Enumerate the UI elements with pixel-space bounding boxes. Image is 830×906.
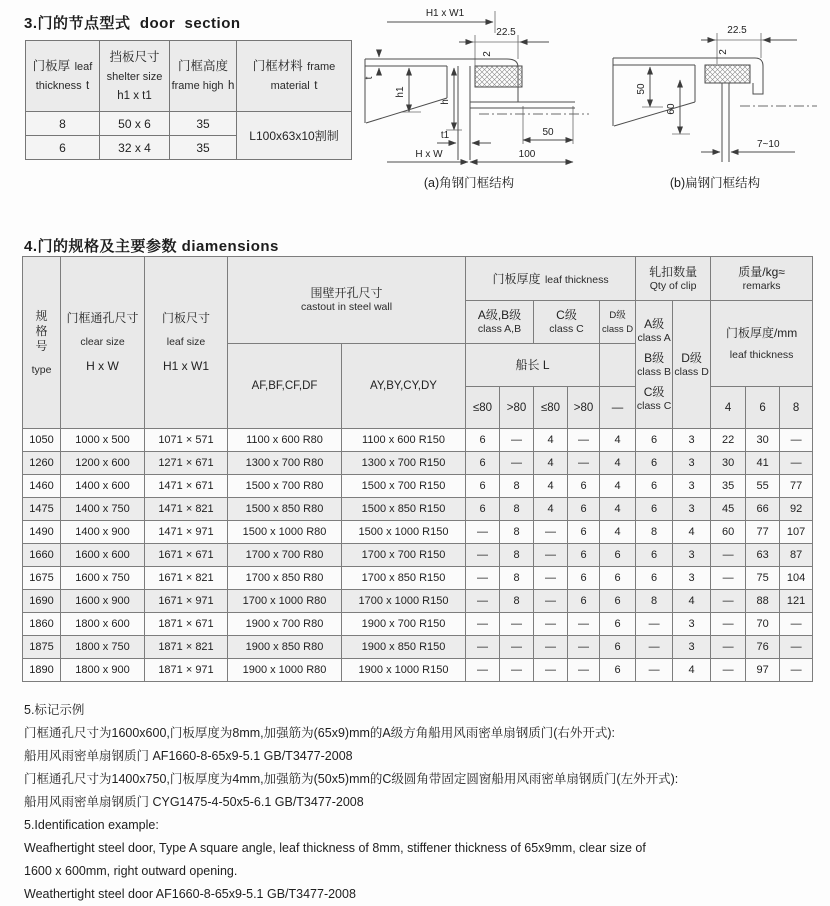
spec-cell: —	[500, 613, 534, 636]
dim-label-50: 50	[636, 83, 647, 95]
spec-cell: 1460	[23, 475, 61, 498]
spec-cell: 1600 x 900	[61, 590, 145, 613]
spec-cell: 6	[568, 521, 600, 544]
table-row	[23, 429, 813, 452]
spec-cell: 55	[746, 475, 780, 498]
spec-cell: 6	[466, 475, 500, 498]
spec-cell: 3	[673, 567, 711, 590]
col-le80-c: ≤80	[534, 387, 568, 429]
spec-cell: 1700 x 700 R150	[342, 544, 466, 567]
spec-cell: 1900 x 850 R150	[342, 636, 466, 659]
spec-cell: —	[568, 636, 600, 659]
spec-cell: —	[500, 636, 534, 659]
spec-cell: 1300 x 700 R80	[228, 452, 342, 475]
spec-cell: 1200 x 600	[61, 452, 145, 475]
diagram-b-caption: (b)扁钢门框结构	[669, 176, 761, 190]
spec-cell: 107	[780, 521, 813, 544]
spec-cell: —	[711, 544, 746, 567]
spec-cell: 30	[711, 452, 746, 475]
spec-cell: 1890	[23, 659, 61, 682]
spec-cell: 1050	[23, 429, 61, 452]
group-clip-qty: 轧扣数量 Qty of clip	[636, 257, 711, 301]
spec-cell: —	[711, 567, 746, 590]
text-line: 船用风雨密单扇钢质门 CYG1475-4-50x5-6.1 GB/T3477-2008	[24, 795, 364, 809]
spec-cell: 1900 x 1000 R150	[342, 659, 466, 682]
group-castout: 围壁开孔尺寸 castout in steel wall	[228, 257, 466, 344]
spec-table-body	[23, 429, 813, 682]
cell: 35	[170, 112, 237, 136]
spec-cell: 4	[673, 590, 711, 613]
spec-cell: 1100 x 600 R80	[228, 429, 342, 452]
group-leaf-thickness: 门板厚度 leaf thickness	[466, 257, 636, 301]
spec-cell: —	[466, 659, 500, 682]
col-class-d: D级 class D	[600, 301, 636, 344]
spec-cell: —	[711, 659, 746, 682]
spec-cell: —	[636, 659, 673, 682]
text-line: 1600 x 600mm, right outward opening.	[24, 864, 238, 878]
spec-cell: —	[711, 590, 746, 613]
spec-cell: 4	[600, 452, 636, 475]
spec-cell: 6	[600, 567, 636, 590]
dim-label-50: 50	[542, 127, 554, 138]
spec-cell: 1471 × 671	[145, 475, 228, 498]
dim-label-leaf-t: t	[364, 76, 375, 80]
spec-cell: —	[466, 521, 500, 544]
spec-cell: 6	[600, 659, 636, 682]
spec-cell: —	[568, 613, 600, 636]
spec-cell: 6	[636, 475, 673, 498]
spec-cell: 3	[673, 498, 711, 521]
spec-cell: 1875	[23, 636, 61, 659]
dim-label-60: 60	[666, 103, 677, 115]
spec-cell: 41	[746, 452, 780, 475]
text-line: Weathertight steel door AF1660-8-65x9-5.1 GB/T3477-2008	[24, 887, 356, 901]
group-mass: 质量/kg≈ remarks	[711, 257, 813, 301]
spec-cell: 30	[746, 429, 780, 452]
spec-cell: 1700 x 1000 R80	[228, 590, 342, 613]
col-class-ab: A级,B级 class A,B	[466, 301, 534, 344]
spec-cell: 3	[673, 429, 711, 452]
table-row	[23, 452, 813, 475]
spec-cell: —	[466, 544, 500, 567]
col-type: 规 格 号 type	[23, 257, 61, 429]
col-castout-f: AF,BF,CF,DF	[228, 344, 342, 429]
spec-cell: 1400 x 900	[61, 521, 145, 544]
spec-cell: 77	[746, 521, 780, 544]
spec-cell: 3	[673, 452, 711, 475]
col-class-d-spacer	[600, 344, 636, 387]
dim-label-h: h	[440, 99, 451, 105]
col-mass-6: 6	[746, 387, 780, 429]
frame-profile	[613, 58, 817, 162]
spec-cell: —	[534, 590, 568, 613]
section3-title: 3.门的节点型式 door section	[24, 15, 241, 32]
spec-cell: 4	[673, 521, 711, 544]
text-line: 5.Identification example:	[24, 818, 159, 832]
spec-cell: —	[636, 613, 673, 636]
gasket-hatch	[475, 66, 522, 87]
col-ship-length: 船长 L	[466, 344, 600, 387]
spec-cell: 4	[600, 429, 636, 452]
spec-cell: —	[636, 636, 673, 659]
spec-cell: 1271 × 671	[145, 452, 228, 475]
spec-cell: 6	[600, 590, 636, 613]
spec-cell: 76	[746, 636, 780, 659]
dim-label-overall: H1 x W1	[425, 8, 465, 19]
spec-cell: 3	[673, 475, 711, 498]
spec-cell: 1500 x 850 R150	[342, 498, 466, 521]
spec-cell: 1471 × 821	[145, 498, 228, 521]
spec-cell: —	[568, 659, 600, 682]
spec-cell: 6	[636, 452, 673, 475]
spec-cell: 92	[780, 498, 813, 521]
spec-cell: 77	[780, 475, 813, 498]
spec-cell: 1400 x 600	[61, 475, 145, 498]
spec-cell: 1600 x 600	[61, 544, 145, 567]
spec-cell: 1860	[23, 613, 61, 636]
frame-material-cell: L100x63x10割制	[237, 112, 352, 160]
text-line: 5.标记示例	[24, 703, 85, 717]
spec-cell: 1900 x 850 R80	[228, 636, 342, 659]
col-clip-abc: A级 class A B级 class B C级 class C	[636, 301, 673, 429]
text-line: 门框通孔尺寸为1400x750,门板厚度为4mm,加强筋为(50x5)mm的C级圆角带固定圆窗船用风雨密单扇钢质门(左外开式):	[24, 772, 679, 786]
spec-cell: 6	[636, 567, 673, 590]
spec-cell: 1800 x 750	[61, 636, 145, 659]
cell: 35	[170, 136, 237, 160]
spec-cell: 4	[534, 498, 568, 521]
cell: 6	[26, 136, 100, 160]
col-mass-8: 8	[780, 387, 813, 429]
spec-cell: 1600 x 750	[61, 567, 145, 590]
spec-cell: 1871 × 971	[145, 659, 228, 682]
spec-cell: 4	[673, 659, 711, 682]
spec-cell: 8	[500, 567, 534, 590]
dim-label-t1: t1	[440, 130, 450, 141]
col-clear-size: 门框通孔尺寸 clear size H x W	[61, 257, 145, 429]
spec-cell: 6	[568, 567, 600, 590]
spec-cell: —	[780, 636, 813, 659]
spec-cell: 1100 x 600 R150	[342, 429, 466, 452]
table-row	[23, 613, 813, 636]
spec-cell: 66	[746, 498, 780, 521]
dimensions-table	[22, 256, 813, 682]
frame-profile	[365, 59, 589, 160]
spec-cell: 4	[534, 475, 568, 498]
table-row	[23, 659, 813, 682]
spec-cell: 1675	[23, 567, 61, 590]
table-row	[23, 590, 813, 613]
spec-cell: 3	[673, 636, 711, 659]
spec-cell: —	[500, 659, 534, 682]
spec-cell: 1500 x 850 R80	[228, 498, 342, 521]
diagram-angle-steel-frame	[357, 2, 594, 194]
spec-cell: 1071 × 571	[145, 429, 228, 452]
cell: 32 x 4	[100, 136, 170, 160]
spec-cell: 70	[746, 613, 780, 636]
spec-cell: —	[780, 613, 813, 636]
spec-cell: 97	[746, 659, 780, 682]
spec-cell: —	[711, 613, 746, 636]
spec-cell: 1490	[23, 521, 61, 544]
spec-cell: —	[500, 429, 534, 452]
spec-cell: 4	[600, 475, 636, 498]
spec-cell: 6	[466, 498, 500, 521]
spec-cell: 4	[600, 521, 636, 544]
spec-cell: —	[711, 636, 746, 659]
spec-cell: 1400 x 750	[61, 498, 145, 521]
spec-cell: —	[780, 452, 813, 475]
cell: 50 x 6	[100, 112, 170, 136]
spec-cell: 121	[780, 590, 813, 613]
spec-cell: 1700 x 1000 R150	[342, 590, 466, 613]
spec-cell: 1800 x 600	[61, 613, 145, 636]
spec-cell: 1871 × 671	[145, 613, 228, 636]
spec-cell: —	[466, 590, 500, 613]
table-row	[23, 498, 813, 521]
spec-cell: —	[534, 567, 568, 590]
spec-cell: —	[500, 452, 534, 475]
spec-cell: 1000 x 500	[61, 429, 145, 452]
spec-cell: 6	[466, 429, 500, 452]
spec-cell: 6	[600, 613, 636, 636]
spec-cell: 104	[780, 567, 813, 590]
spec-cell: 1300 x 700 R150	[342, 452, 466, 475]
spec-cell: 3	[673, 613, 711, 636]
spec-cell: 4	[600, 498, 636, 521]
spec-cell: —	[534, 544, 568, 567]
spec-cell: 8	[500, 498, 534, 521]
spec-cell: 3	[673, 544, 711, 567]
spec-cell: 1471 × 971	[145, 521, 228, 544]
diagram-a-caption: (a)角钢门框结构	[423, 176, 515, 190]
col-le80-ab: ≤80	[466, 387, 500, 429]
spec-cell: 1900 x 1000 R80	[228, 659, 342, 682]
spec-cell: —	[466, 567, 500, 590]
col-leaf-thickness: 门板厚 leaf thickness t	[26, 41, 100, 112]
spec-cell: —	[568, 429, 600, 452]
dim-label-top-width: 22.5	[496, 27, 516, 38]
spec-cell: —	[534, 659, 568, 682]
col-mass-sub: 门板厚度/mm leaf thickness	[711, 301, 813, 387]
dim-label-top-width: 22.5	[727, 25, 747, 36]
dim-label-gap: 2	[718, 49, 729, 55]
dim-label-hxw: H x W	[415, 149, 443, 160]
spec-cell: 8	[500, 590, 534, 613]
spec-cell: 6	[466, 452, 500, 475]
gasket-hatch	[705, 65, 750, 83]
table-row	[23, 521, 813, 544]
spec-cell: 6	[636, 429, 673, 452]
section4-title: 4.门的规格及主要参数 diamensions	[24, 238, 279, 255]
spec-cell: —	[780, 659, 813, 682]
col-castout-y: AY,BY,CY,DY	[342, 344, 466, 429]
spec-cell: 8	[500, 544, 534, 567]
text-line: 门框通孔尺寸为1600x600,门板厚度为8mm,加强筋为(65x9)mm的A级方角船用风雨密单扇钢质门(右外开式):	[24, 726, 616, 740]
dim-label-gap: 2	[482, 51, 493, 57]
spec-cell: 1671 × 821	[145, 567, 228, 590]
dim-label-h1: h1	[395, 86, 406, 98]
spec-cell: 22	[711, 429, 746, 452]
table-row	[23, 567, 813, 590]
diagram-flat-steel-frame	[605, 2, 825, 194]
col-mass-4: 4	[711, 387, 746, 429]
col-shelter-size: 挡板尺寸 shelter size h1 x t1	[100, 41, 170, 112]
col-gt80-c: >80	[568, 387, 600, 429]
spec-cell: 6	[600, 636, 636, 659]
cell: 8	[26, 112, 100, 136]
spec-cell: 1500 x 1000 R80	[228, 521, 342, 544]
table-row	[23, 544, 813, 567]
spec-cell: —	[466, 636, 500, 659]
spec-cell: 1500 x 1000 R150	[342, 521, 466, 544]
door-section-table	[25, 40, 352, 160]
spec-cell: 6	[636, 498, 673, 521]
spec-cell: 1900 x 700 R80	[228, 613, 342, 636]
spec-cell: 1671 × 671	[145, 544, 228, 567]
spec-cell: 63	[746, 544, 780, 567]
spec-cell: —	[534, 613, 568, 636]
spec-cell: 6	[600, 544, 636, 567]
spec-cell: 1260	[23, 452, 61, 475]
spec-cell: 87	[780, 544, 813, 567]
table-row	[23, 636, 813, 659]
text-line: 船用风雨密单扇钢质门 AF1660-8-65x9-5.1 GB/T3477-2008	[24, 749, 353, 763]
table-row	[26, 112, 352, 136]
spec-cell: 1671 × 971	[145, 590, 228, 613]
spec-cell: 75	[746, 567, 780, 590]
col-gt80-ab: >80	[500, 387, 534, 429]
spec-cell: 45	[711, 498, 746, 521]
dim-label-7-10: 7~10	[757, 139, 780, 150]
col-clip-d: D级 class D	[673, 301, 711, 429]
spec-cell: 1475	[23, 498, 61, 521]
spec-cell: —	[534, 636, 568, 659]
col-frame-material: 门框材料 frame material t	[237, 41, 352, 112]
col-leaf-size: 门板尺寸 leaf size H1 x W1	[145, 257, 228, 429]
spec-cell: 4	[534, 429, 568, 452]
spec-cell: 35	[711, 475, 746, 498]
spec-cell: —	[780, 429, 813, 452]
spec-cell: —	[568, 452, 600, 475]
spec-cell: 1660	[23, 544, 61, 567]
spec-cell: 8	[636, 590, 673, 613]
spec-cell: 1690	[23, 590, 61, 613]
spec-cell: 1500 x 700 R150	[342, 475, 466, 498]
spec-cell: 60	[711, 521, 746, 544]
spec-cell: 1800 x 900	[61, 659, 145, 682]
col-class-c: C级 class C	[534, 301, 600, 344]
text-line: Weafhertight steel door, Type A square angle, leaf thickness of 8mm, stiffener thickness of 65x9mm, clear size of	[24, 841, 646, 855]
spec-cell: 8	[636, 521, 673, 544]
spec-cell: 1700 x 850 R80	[228, 567, 342, 590]
spec-cell: 6	[568, 475, 600, 498]
spec-cell: 6	[568, 498, 600, 521]
col-frame-high: 门框高度 frame high h	[170, 41, 237, 112]
spec-cell: 88	[746, 590, 780, 613]
spec-cell: 1871 × 821	[145, 636, 228, 659]
spec-cell: 8	[500, 475, 534, 498]
dim-label-100: 100	[518, 149, 536, 160]
table-row	[23, 475, 813, 498]
spec-cell: 6	[568, 590, 600, 613]
spec-cell: 1700 x 850 R150	[342, 567, 466, 590]
spec-cell: 6	[636, 544, 673, 567]
spec-cell: 1500 x 700 R80	[228, 475, 342, 498]
spec-cell: 4	[534, 452, 568, 475]
spec-cell: —	[534, 521, 568, 544]
spec-cell: 1900 x 700 R150	[342, 613, 466, 636]
spec-cell: 1700 x 700 R80	[228, 544, 342, 567]
spec-cell: 6	[568, 544, 600, 567]
spec-cell: 8	[500, 521, 534, 544]
spec-cell: —	[466, 613, 500, 636]
col-d-dash: —	[600, 387, 636, 429]
marking-examples	[24, 699, 816, 906]
